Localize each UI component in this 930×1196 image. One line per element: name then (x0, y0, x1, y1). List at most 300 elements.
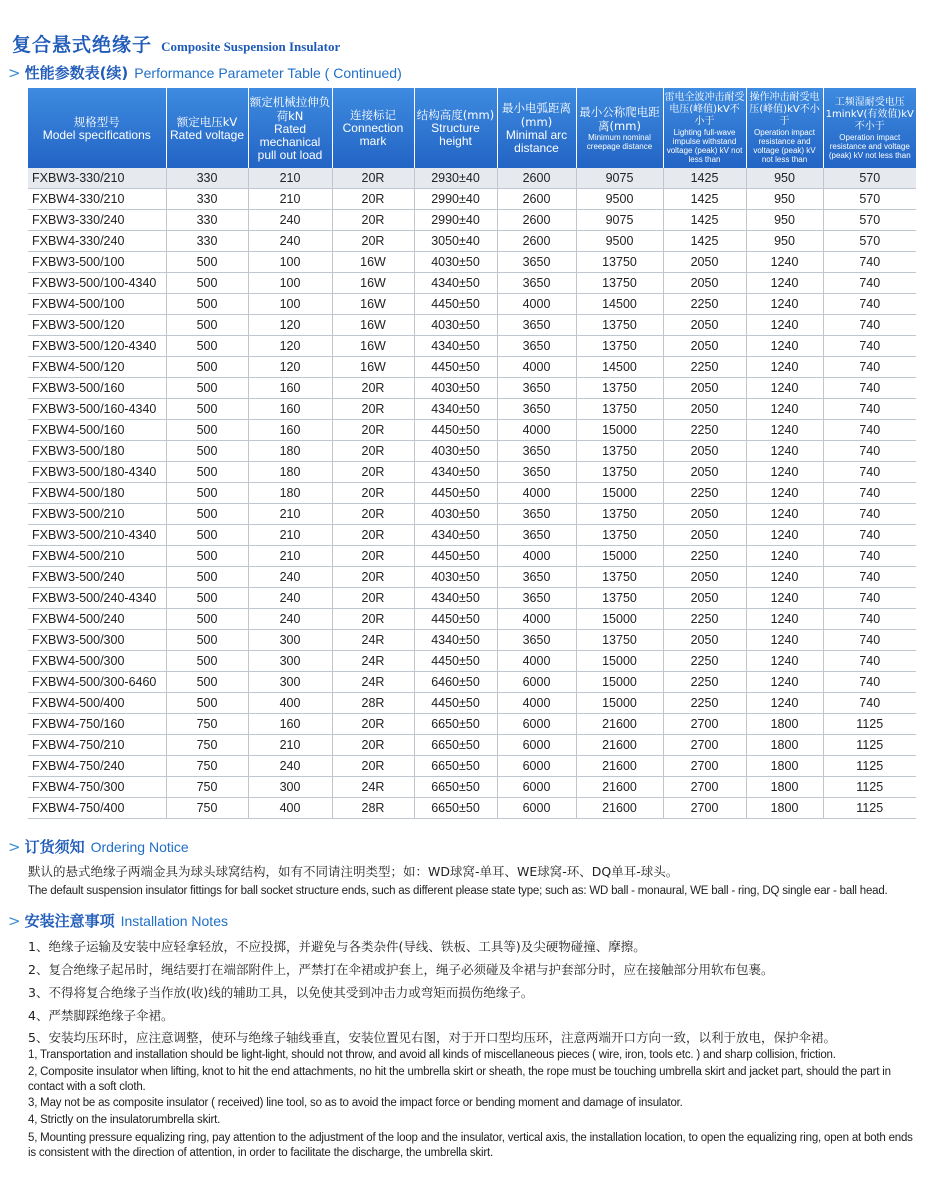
table-cell: 20R (332, 210, 414, 231)
table-row (28, 420, 916, 441)
table-cell: 4450±50 (414, 693, 497, 714)
table-cell: 2250 (663, 693, 746, 714)
table-cell: 6000 (497, 756, 576, 777)
table-cell: 13750 (576, 273, 663, 294)
table-cell: 1125 (823, 777, 916, 798)
table-cell: 740 (823, 378, 916, 399)
table-cell: 500 (166, 252, 248, 273)
table-cell: 24R (332, 651, 414, 672)
table-cell: 750 (166, 714, 248, 735)
header-power-frequency: 工频湿耐受电压1minkV(有效值)kV不小于 Operation impact resistance and voltage (peak) kV not less than (823, 88, 916, 168)
table-cell: 500 (166, 609, 248, 630)
table-cell: FXBW4-500/240 (28, 609, 166, 630)
table-cell: 570 (823, 189, 916, 210)
table-cell: 500 (166, 378, 248, 399)
table-row (28, 735, 916, 756)
table-cell: FXBW4-500/160 (28, 420, 166, 441)
table-cell: 9075 (576, 210, 663, 231)
ordering-text-en: The default suspension insulator fittings for ball socket structure ends, such as different please state type; such as: WD ball - monaural, WE ball - ring, DQ single ear - ball head. (28, 885, 888, 897)
table-cell: 9075 (576, 168, 663, 189)
table-cell: 20R (332, 378, 414, 399)
table-cell: 3050±40 (414, 231, 497, 252)
table-cell: 3650 (497, 378, 576, 399)
table-cell: 2050 (663, 462, 746, 483)
table-cell: 13750 (576, 567, 663, 588)
table-cell: 740 (823, 273, 916, 294)
table-cell: 500 (166, 504, 248, 525)
table-cell: FXBW3-330/240 (28, 210, 166, 231)
table-cell: FXBW4-750/300 (28, 777, 166, 798)
table-cell: 13750 (576, 588, 663, 609)
table-cell: 4000 (497, 357, 576, 378)
table-cell: 24R (332, 672, 414, 693)
table-cell: 1800 (746, 777, 823, 798)
table-cell: 2250 (663, 672, 746, 693)
table-row (28, 210, 916, 231)
table-header-row (28, 88, 916, 168)
table-cell: FXBW3-500/180 (28, 441, 166, 462)
table-row (28, 672, 916, 693)
table-cell: 1240 (746, 441, 823, 462)
table-row (28, 231, 916, 252)
install-item-en: 1, Transportation and installation should be light-light, should not throw, and avoid all kinds of miscellaneous pieces ( wire, iron, tools etc. ) and sharp collision, friction. (28, 1049, 836, 1061)
table-cell: 4000 (497, 420, 576, 441)
table-cell: FXBW4-330/240 (28, 231, 166, 252)
table-cell: 500 (166, 651, 248, 672)
table-cell: 9500 (576, 231, 663, 252)
table-cell: 2250 (663, 651, 746, 672)
table-cell: 1800 (746, 714, 823, 735)
header-mechanical-load: 额定机械拉伸负荷kN Rated mechanical pull out load (248, 88, 332, 168)
table-cell: 4030±50 (414, 441, 497, 462)
table-cell: 9500 (576, 189, 663, 210)
table-row (28, 525, 916, 546)
table-row (28, 273, 916, 294)
table-cell: 2700 (663, 777, 746, 798)
table-cell: 180 (248, 483, 332, 504)
install-heading (8, 910, 228, 931)
table-cell: 6650±50 (414, 798, 497, 819)
table-cell: 20R (332, 714, 414, 735)
table-row (28, 756, 916, 777)
page-title (12, 30, 340, 57)
table-cell: FXBW3-500/120 (28, 315, 166, 336)
table-body (28, 168, 916, 819)
table-cell: 6000 (497, 798, 576, 819)
table-cell: 6650±50 (414, 735, 497, 756)
table-cell: 14500 (576, 294, 663, 315)
table-cell: 1240 (746, 399, 823, 420)
table-cell: 20R (332, 735, 414, 756)
table-cell: 740 (823, 462, 916, 483)
table-cell: FXBW4-500/210 (28, 546, 166, 567)
table-cell: 750 (166, 798, 248, 819)
table-cell: 20R (332, 567, 414, 588)
table-cell: FXBW4-750/160 (28, 714, 166, 735)
table-cell: 1240 (746, 294, 823, 315)
table-cell: 100 (248, 294, 332, 315)
title-en: Composite Suspension Insulator (161, 39, 341, 54)
table-cell: 240 (248, 588, 332, 609)
table-cell: 2600 (497, 189, 576, 210)
table-cell: 740 (823, 294, 916, 315)
table-cell: 750 (166, 777, 248, 798)
table-cell: 240 (248, 231, 332, 252)
table-cell: 2050 (663, 525, 746, 546)
table-cell: 3650 (497, 252, 576, 273)
table-cell: FXBW3-500/210 (28, 504, 166, 525)
table-cell: 13750 (576, 315, 663, 336)
table-cell: 3650 (497, 504, 576, 525)
table-cell: 1125 (823, 756, 916, 777)
table-cell: 13750 (576, 399, 663, 420)
table-cell: 1425 (663, 168, 746, 189)
table-cell: FXBW3-500/210-4340 (28, 525, 166, 546)
table-cell: 1425 (663, 231, 746, 252)
table-cell: 500 (166, 588, 248, 609)
table-cell: 4340±50 (414, 630, 497, 651)
table-cell: 28R (332, 693, 414, 714)
ordering-cn: 订货须知 (24, 838, 85, 856)
table-cell: 120 (248, 357, 332, 378)
table-cell: 500 (166, 294, 248, 315)
table-cell: 2700 (663, 798, 746, 819)
table-cell: 28R (332, 798, 414, 819)
table-cell: 2990±40 (414, 189, 497, 210)
table-row (28, 357, 916, 378)
table-cell: 160 (248, 714, 332, 735)
table-cell: 6000 (497, 672, 576, 693)
table-cell: 1240 (746, 672, 823, 693)
table-cell: 3650 (497, 630, 576, 651)
table-cell: 6000 (497, 735, 576, 756)
table-cell: 13750 (576, 504, 663, 525)
table-cell: 3650 (497, 273, 576, 294)
table-cell: 4000 (497, 609, 576, 630)
install-en: Installation Notes (120, 913, 228, 929)
install-item-en: 2, Composite insulator when lifting, knot to hit the end attachments, no hit the umbrella skirt or sheath, the rope must be touching umbrella skirt and jacket part, should the part in contact with a soft cloth. (28, 1066, 891, 1093)
table-cell: 240 (248, 210, 332, 231)
table-cell: 120 (248, 315, 332, 336)
table-cell: 13750 (576, 630, 663, 651)
table-cell: 4450±50 (414, 420, 497, 441)
table-cell: 4450±50 (414, 357, 497, 378)
table-cell: 4340±50 (414, 336, 497, 357)
table-cell: 2050 (663, 399, 746, 420)
table-cell: 2700 (663, 714, 746, 735)
table-cell: 500 (166, 420, 248, 441)
chevron-right-icon: > (8, 838, 21, 856)
table-cell: 1240 (746, 336, 823, 357)
table-cell: 740 (823, 441, 916, 462)
table-cell: 15000 (576, 483, 663, 504)
table-cell: 15000 (576, 420, 663, 441)
ordering-heading (8, 836, 189, 857)
table-cell: 20R (332, 483, 414, 504)
table-cell: 300 (248, 777, 332, 798)
header-rated-voltage: 额定电压kV Rated voltage (166, 88, 248, 168)
table-cell: FXBW3-330/210 (28, 168, 166, 189)
table-cell: 4450±50 (414, 294, 497, 315)
table-row (28, 777, 916, 798)
table-cell: 6000 (497, 714, 576, 735)
table-cell: 2600 (497, 231, 576, 252)
table-cell: 13750 (576, 336, 663, 357)
table-cell: 1240 (746, 483, 823, 504)
table-cell: 1240 (746, 525, 823, 546)
table-cell: 2600 (497, 168, 576, 189)
chevron-right-icon: > (8, 64, 21, 82)
table-row (28, 714, 916, 735)
table-row (28, 546, 916, 567)
table-cell: 210 (248, 504, 332, 525)
table-cell: 500 (166, 630, 248, 651)
table-cell: 2050 (663, 315, 746, 336)
table-cell: 21600 (576, 735, 663, 756)
table-cell: 20R (332, 231, 414, 252)
table-cell: 4030±50 (414, 378, 497, 399)
table-cell: 1240 (746, 546, 823, 567)
table-row (28, 294, 916, 315)
table-cell: 4340±50 (414, 399, 497, 420)
table-cell: 100 (248, 252, 332, 273)
table-cell: 950 (746, 231, 823, 252)
table-cell: 3650 (497, 588, 576, 609)
table-cell: 500 (166, 336, 248, 357)
table-cell: 210 (248, 168, 332, 189)
table-row (28, 609, 916, 630)
table-cell: 4340±50 (414, 588, 497, 609)
table-cell: FXBW4-500/100 (28, 294, 166, 315)
table-cell: 300 (248, 651, 332, 672)
table-cell: 210 (248, 546, 332, 567)
table-cell: FXBW3-500/240 (28, 567, 166, 588)
table-cell: 4030±50 (414, 504, 497, 525)
table-cell: 4450±50 (414, 609, 497, 630)
install-item-en: 5, Mounting pressure equalizing ring, pay attention to the adjustment of the loop and the insulator, vertical axis, the installation location, to open the equalizing ring, open at both ends is consistent with the direction of attention, in order to facilitate the discharge, the umbrella skirt. (28, 1132, 913, 1159)
table-cell: 2250 (663, 546, 746, 567)
table-row (28, 630, 916, 651)
table-cell: 4450±50 (414, 651, 497, 672)
table-row (28, 315, 916, 336)
table-cell: 740 (823, 357, 916, 378)
table-row (28, 252, 916, 273)
table-cell: 740 (823, 315, 916, 336)
table-cell: FXBW4-750/400 (28, 798, 166, 819)
table-cell: 500 (166, 567, 248, 588)
table-cell: 4340±50 (414, 462, 497, 483)
table-cell: 500 (166, 546, 248, 567)
table-cell: 2930±40 (414, 168, 497, 189)
table-cell: 330 (166, 189, 248, 210)
table-cell: 1240 (746, 651, 823, 672)
table-cell: 330 (166, 168, 248, 189)
table-cell: 740 (823, 588, 916, 609)
table-cell: 2250 (663, 609, 746, 630)
table-cell: 2050 (663, 630, 746, 651)
install-item-cn: 5、安装均压环时，应注意调整，使环与绝缘子轴线垂直，安装位置见右图，对于开口型均压环，注意两端开口方向一致，以利于放电，保护伞裙。 (28, 1030, 836, 1045)
table-cell: 4340±50 (414, 273, 497, 294)
table-cell: 13750 (576, 462, 663, 483)
table-row (28, 693, 916, 714)
table-cell: 13750 (576, 525, 663, 546)
table-cell: FXBW4-500/180 (28, 483, 166, 504)
table-cell: 16W (332, 315, 414, 336)
table-cell: 740 (823, 504, 916, 525)
table-cell: 400 (248, 798, 332, 819)
table-cell: 1800 (746, 735, 823, 756)
table-cell: 500 (166, 483, 248, 504)
table-cell: 20R (332, 462, 414, 483)
table-section-en: Performance Parameter Table ( Continued) (134, 65, 402, 81)
table-cell: 20R (332, 609, 414, 630)
table-row (28, 483, 916, 504)
table-cell: 4000 (497, 294, 576, 315)
table-cell: 2990±40 (414, 210, 497, 231)
table-cell: 20R (332, 441, 414, 462)
table-cell: 21600 (576, 777, 663, 798)
table-row (28, 588, 916, 609)
table-cell: 180 (248, 441, 332, 462)
table-cell: 15000 (576, 651, 663, 672)
table-cell: 1240 (746, 567, 823, 588)
ordering-en: Ordering Notice (90, 839, 189, 855)
table-row (28, 399, 916, 420)
table-cell: 1125 (823, 714, 916, 735)
table-cell: 13750 (576, 441, 663, 462)
table-cell: FXBW4-500/300 (28, 651, 166, 672)
table-cell: 180 (248, 462, 332, 483)
table-cell: 20R (332, 756, 414, 777)
table-cell: 21600 (576, 714, 663, 735)
table-cell: 750 (166, 735, 248, 756)
table-cell: 16W (332, 252, 414, 273)
table-cell: 1240 (746, 693, 823, 714)
table-cell: 500 (166, 693, 248, 714)
table-cell: 1425 (663, 210, 746, 231)
table-cell: 2050 (663, 336, 746, 357)
table-cell: 4000 (497, 546, 576, 567)
table-cell: 1425 (663, 189, 746, 210)
table-cell: 15000 (576, 609, 663, 630)
table-cell: 160 (248, 399, 332, 420)
table-cell: 3650 (497, 567, 576, 588)
header-lightning-impulse: 雷电全波冲击耐受电压(峰值)kV不小于 Lighting full-wave impulse withstand voltage (peak) kV not less than (663, 88, 746, 168)
table-cell: 500 (166, 525, 248, 546)
table-cell: 16W (332, 336, 414, 357)
table-cell: 2050 (663, 441, 746, 462)
table-cell: 160 (248, 378, 332, 399)
install-item-cn: 1、绝缘子运输及安装中应轻拿轻放，不应投掷，并避免与各类杂件(导线、铁板、工具等)及尖硬物碰撞、摩擦。 (28, 939, 646, 954)
table-cell: FXBW3-500/180-4340 (28, 462, 166, 483)
table-cell: 500 (166, 672, 248, 693)
table-cell: 570 (823, 210, 916, 231)
table-row (28, 798, 916, 819)
table-cell: 740 (823, 609, 916, 630)
table-cell: 240 (248, 567, 332, 588)
install-item-cn: 4、严禁脚踩绝缘子伞裙。 (28, 1008, 174, 1023)
table-cell: 16W (332, 294, 414, 315)
table-cell: 240 (248, 609, 332, 630)
table-cell: FXBW3-500/300 (28, 630, 166, 651)
table-cell: 2050 (663, 252, 746, 273)
table-cell: 740 (823, 567, 916, 588)
table-cell: 15000 (576, 672, 663, 693)
table-cell: 740 (823, 420, 916, 441)
table-cell: 20R (332, 588, 414, 609)
table-cell: 210 (248, 189, 332, 210)
table-cell: FXBW4-500/300-6460 (28, 672, 166, 693)
table-cell: 750 (166, 756, 248, 777)
table-cell: 120 (248, 336, 332, 357)
table-cell: 20R (332, 168, 414, 189)
table-cell: 160 (248, 420, 332, 441)
header-model: 规格型号 Model specifications (28, 88, 166, 168)
header-operation-impact: 操作冲击耐受电压(峰值)kV不小于 Operation impact resistance and voltage (peak) kV not less than (746, 88, 823, 168)
table-cell: 2050 (663, 504, 746, 525)
table-cell: 1240 (746, 630, 823, 651)
install-item-en: 3, May not be as composite insulator ( received) line tool, so as to avoid the impact force or bending moment and damage of insulator. (28, 1097, 683, 1109)
table-cell: 20R (332, 189, 414, 210)
table-cell: 300 (248, 630, 332, 651)
table-cell: 740 (823, 399, 916, 420)
table-cell: FXBW4-750/210 (28, 735, 166, 756)
table-cell: 2250 (663, 483, 746, 504)
table-cell: 1240 (746, 462, 823, 483)
table-cell: 6460±50 (414, 672, 497, 693)
table-cell: 4030±50 (414, 315, 497, 336)
table-cell: 24R (332, 630, 414, 651)
table-cell: 330 (166, 231, 248, 252)
install-item-cn: 3、不得将复合绝缘子当作放(收)线的辅助工具，以免使其受到冲击力或弯矩而损伤绝缘子。 (28, 985, 534, 1000)
table-cell: 2250 (663, 294, 746, 315)
table-cell: 400 (248, 693, 332, 714)
table-cell: 6650±50 (414, 714, 497, 735)
table-cell: 3650 (497, 462, 576, 483)
table-cell: 500 (166, 441, 248, 462)
table-cell: 1240 (746, 588, 823, 609)
table-cell: 500 (166, 273, 248, 294)
table-cell: 6650±50 (414, 756, 497, 777)
table-cell: FXBW4-750/240 (28, 756, 166, 777)
table-cell: 2250 (663, 357, 746, 378)
table-cell: 4340±50 (414, 525, 497, 546)
title-cn: 复合悬式绝缘子 (12, 34, 153, 56)
table-row (28, 567, 916, 588)
table-cell: FXBW3-500/160-4340 (28, 399, 166, 420)
table-cell: FXBW4-330/210 (28, 189, 166, 210)
table-cell: 4000 (497, 693, 576, 714)
header-connection-mark: 连接标记 Connection mark (332, 88, 414, 168)
table-cell: 2050 (663, 588, 746, 609)
ordering-text-cn: 默认的悬式绝缘子两端金具为球头球窝结构，如有不同请注明类型；如：WD球窝-单耳、WE球窝-环、DQ单耳-球头。 (28, 864, 679, 879)
table-cell: 20R (332, 546, 414, 567)
table-cell: 2050 (663, 273, 746, 294)
table-cell: 1125 (823, 735, 916, 756)
table-cell: 330 (166, 210, 248, 231)
table-cell: 24R (332, 777, 414, 798)
install-item-en: 4, Strictly on the insulatorumbrella skirt. (28, 1114, 221, 1126)
table-cell: 1240 (746, 378, 823, 399)
table-cell: 2700 (663, 756, 746, 777)
table-cell: 740 (823, 252, 916, 273)
table-cell: 1240 (746, 252, 823, 273)
table-cell: 740 (823, 672, 916, 693)
table-cell: 1240 (746, 315, 823, 336)
table-row (28, 189, 916, 210)
table-cell: 100 (248, 273, 332, 294)
table-section-cn: 性能参数表(续) (24, 64, 129, 82)
